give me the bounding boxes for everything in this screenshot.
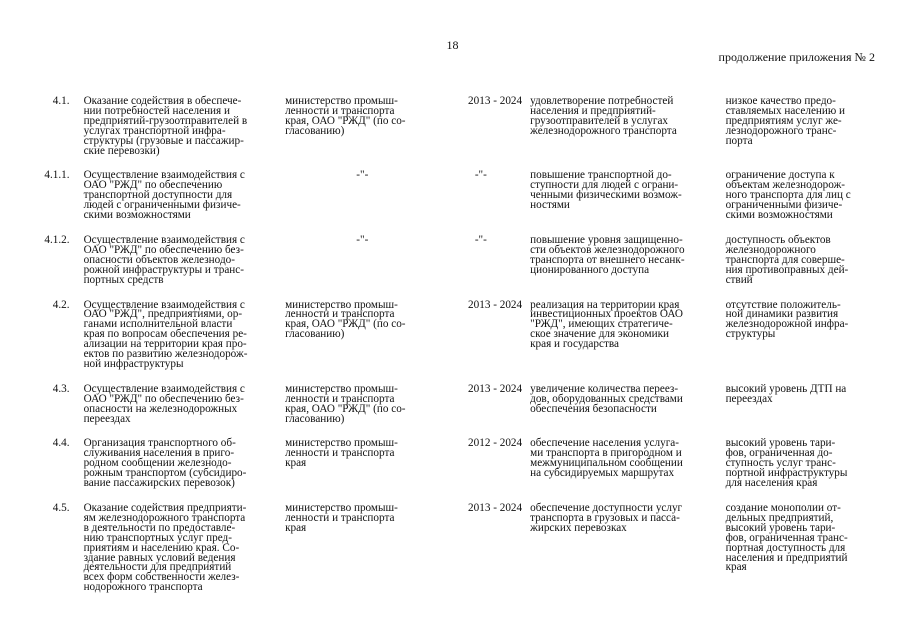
responsible-executor: министерство промыш- ленности и транспорта края, ОАО "РЖД" (по со- гласованию) xyxy=(285,382,406,425)
measure-number: 4.4. xyxy=(52,437,70,450)
expected-result: повышение уровня защищенно- сти объектов железнодорожного транспорта от внешнего несанк- ционированного доступа xyxy=(530,233,685,276)
consequences: создание монополии от- дельных предприятий, высокий уровень тари- фов, ограниченная транс- портная доступность для населения и предприятий края xyxy=(725,502,848,574)
measure-number: 4.1.1. xyxy=(44,169,70,182)
expected-result: повышение транспортной до- ступности для людей с ограни- ченными физическими возмож- ностями xyxy=(530,169,682,212)
table-row xyxy=(28,504,880,593)
responsible-executor: министерство промыш- ленности и транспорта края xyxy=(285,437,398,470)
measure-number: 4.1. xyxy=(52,95,70,107)
measure-name: Оказание содействия предприяти- ям железнодорожного транспорта в деятельности по предоставле- нию транспортных услуг пред- приятиям и населению края. Со- здание равных условий ведения деятельности для предприятий всех форм собственности желез- нодорожного транспорта xyxy=(83,502,247,594)
consequences: высокий уровень тари- фов, ограниченная до- ступность услуг транс- портной инфраструктуры для населения края xyxy=(725,437,848,490)
responsible-executor: -"- xyxy=(356,169,369,182)
table-row xyxy=(28,439,880,504)
page-number: 18 xyxy=(446,38,459,52)
continuation-label: продолжение приложения № 2 xyxy=(718,50,875,64)
implementation-years: -"- xyxy=(474,233,487,246)
responsible-executor: министерство промыш- ленности и транспорта края, ОАО "РЖД" (по со- гласованию) xyxy=(285,298,406,341)
measure-number: 4.2. xyxy=(52,298,70,311)
expected-result: увеличение количества переез- дов, оборудованных средствами обеспечения безопасности xyxy=(530,382,683,415)
table-row xyxy=(28,385,880,440)
implementation-years: 2013 - 2024 xyxy=(468,95,523,107)
consequences: отсутствие положитель- ной динамики развития железнодорожной инфра- структуры xyxy=(725,298,849,341)
table-row xyxy=(28,97,880,171)
measure-number: 4.3. xyxy=(52,382,70,395)
consequences: высокий уровень ДТП на переездах xyxy=(725,382,847,405)
expected-result: удовлетворение потребностей населения и предприятий- грузоотправителей в услугах железнодорожного транспорта xyxy=(530,95,677,137)
measure-number: 4.1.2. xyxy=(44,233,70,246)
implementation-years: -"- xyxy=(474,169,487,182)
measure-name: Организация транспортного об- служивания населения в приго- родном сообщении железнодо- рожным транспортом (субсидиро- вание пассажирских перевозок) xyxy=(83,437,247,490)
measure-name: Осуществление взаимодействия с ОАО "РЖД", предприятиями, ор- ганами исполнительной власти края по вопросам обеспечения ре- ализации на территории края про- ектов по развитию железнодорож- ной инфраструктуры xyxy=(83,298,248,370)
measure-number: 4.5. xyxy=(52,502,70,514)
measure-name: Осуществление взаимодействия с ОАО "РЖД" по обеспечению без- опасности объектов железнодо- рожной инфраструктуры и транс- портных средств xyxy=(83,233,245,286)
expected-result: обеспечение населения услуга- ми транспорта в пригородном и межмуниципальном сообщении на субсидируемых маршрутах xyxy=(530,437,683,480)
measure-name: Осуществление взаимодействия с ОАО "РЖД" по обеспечению без- опасности на железнодорожных переездах xyxy=(83,382,245,425)
responsible-executor: -"- xyxy=(356,233,369,246)
measures-table-body xyxy=(28,97,880,593)
consequences: низкое качество предо- ставляемых населению и предприятиям услуг же- лезнодорожного транс- порта xyxy=(725,95,846,147)
table-row xyxy=(28,171,880,236)
implementation-years: 2013 - 2024 xyxy=(468,502,523,514)
measure-name: Оказание содействия в обеспече- нии потребностей населения и предприятий-грузоотправителей в услугах транспортной инфра- структуры (грузовые и пассажир- ские перевозки) xyxy=(83,95,248,157)
measures-table xyxy=(28,97,880,593)
responsible-executor: министерство промыш- ленности и транспорта края, ОАО "РЖД" (по со- гласованию) xyxy=(285,95,406,137)
consequences: ограничение доступа к объектам железнодорож- ного транспорта для лиц с ограниченными физиче- скими возможностями xyxy=(725,169,851,222)
measure-name: Осуществление взаимодействия с ОАО "РЖД" по обеспечению транспортной доступности для людей с ограниченными физиче- скими возможностями xyxy=(83,169,245,222)
responsible-executor: министерство промыш- ленности и транспорта края xyxy=(285,502,398,534)
implementation-years: 2013 - 2024 xyxy=(468,382,523,395)
consequences: доступность объектов железнодорожного транспорта для соверше- ния противоправных дей- ствий xyxy=(725,233,849,286)
expected-result: реализация на территории края инвестиционных проектов ОАО "РЖД", имеющих стратегиче- ское значение для экономики края и государства xyxy=(530,298,683,351)
expected-result: обеспечение доступности услуг транспорта в грузовых и пасса- жирских перевозках xyxy=(530,502,683,534)
table-row xyxy=(28,236,880,301)
table-row xyxy=(28,301,880,385)
implementation-years: 2013 - 2024 xyxy=(468,298,523,311)
implementation-years: 2012 - 2024 xyxy=(468,437,523,450)
